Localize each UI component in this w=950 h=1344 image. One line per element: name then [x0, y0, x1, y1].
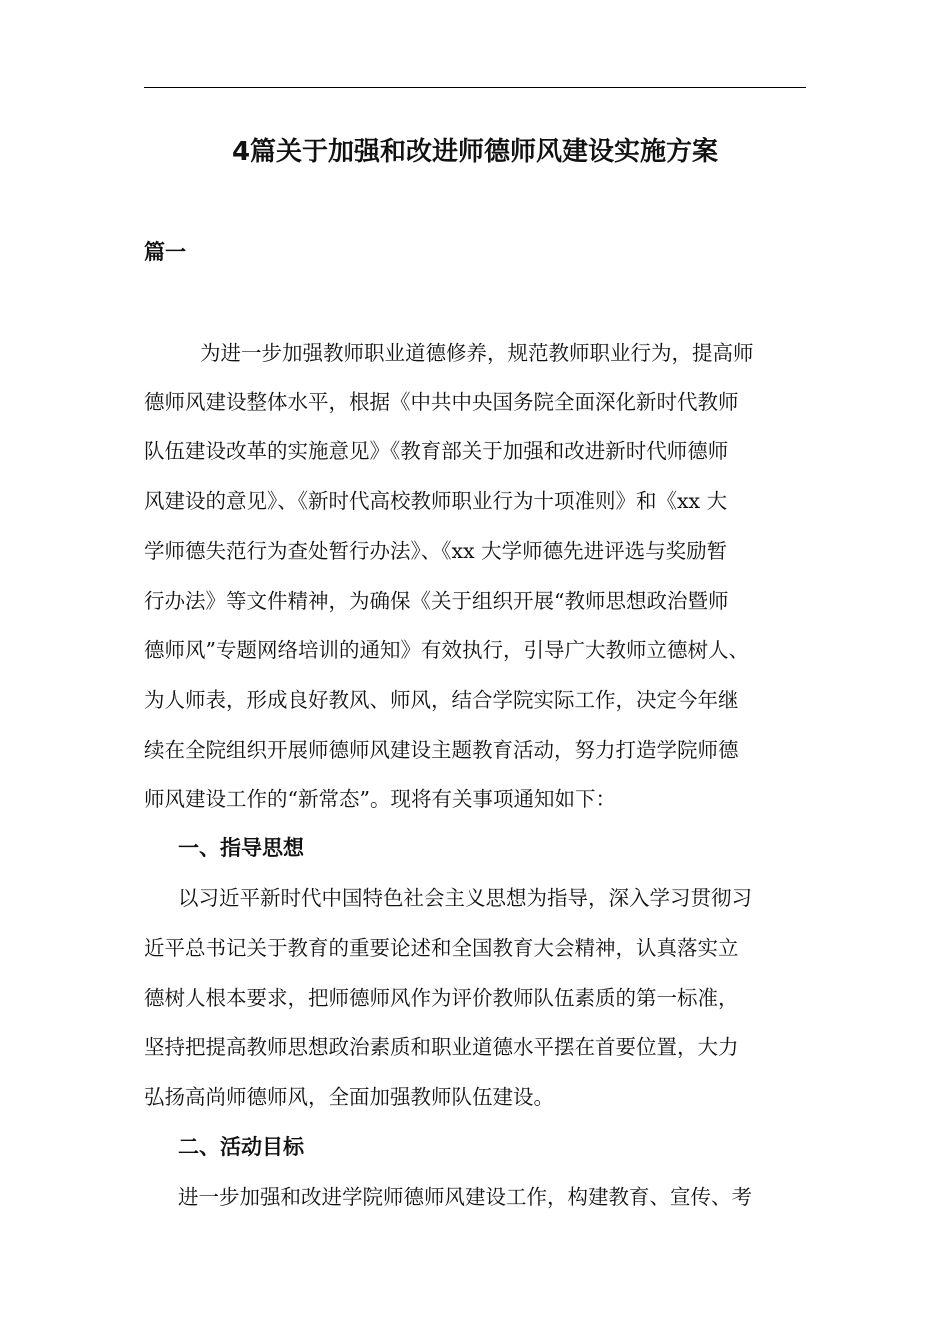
intro-line-5: 学师德失范行为查处暂行办法》、《xx 大学师德先进评选与奖励暂 — [144, 539, 728, 563]
intro-line-10: 师风建设工作的“新常态”。现将有关事项通知如下： — [144, 787, 616, 811]
intro-line-4: 风建设的意见》、《新时代高校教师职业行为十项准则》和《xx 大 — [144, 489, 728, 513]
heading-guiding-ideology: 一、指导思想 — [178, 836, 304, 860]
guiding-line-3: 德树人根本要求，把师德师风作为评价教师队伍素质的第一标准， — [144, 986, 739, 1010]
header-rule — [144, 87, 806, 88]
heading-activity-goals: 二、活动目标 — [178, 1135, 304, 1159]
guiding-line-4: 坚持把提高教师思想政治素质和职业道德水平摆在首要位置，大力 — [144, 1035, 739, 1059]
intro-line-1: 为进一步加强教师职业道德修养，规范教师职业行为，提高师 — [200, 341, 754, 365]
guiding-line-5: 弘扬高尚师德师风，全面加强教师队伍建设。 — [144, 1085, 554, 1109]
document-title: 4篇关于加强和改进师德师风建设实施方案 — [231, 137, 719, 167]
guiding-line-2: 近平总书记关于教育的重要论述和全国教育大会精神，认真落实立 — [144, 936, 739, 960]
goal-line-1: 进一步加强和改进学院师德师风建设工作，构建教育、宣传、考 — [178, 1185, 752, 1209]
intro-line-2: 德师风建设整体水平，根据《中共中央国务院全面深化新时代教师 — [144, 390, 739, 414]
intro-line-6: 行办法》等文件精神，为确保《关于组织开展“教师思想政治暨师 — [144, 589, 729, 613]
intro-line-9: 续在全院组织开展师德师风建设主题教育活动，努力打造学院师德 — [144, 738, 739, 762]
intro-line-3: 队伍建设改革的实施意见》《教育部关于加强和改进新时代师德师 — [144, 439, 729, 463]
section-title: 篇一 — [144, 240, 186, 264]
intro-line-7: 德师风”专题网络培训的通知》有效执行，引导广大教师立德树人、 — [144, 638, 749, 662]
guiding-line-1: 以习近平新时代中国特色社会主义思想为指导，深入学习贯彻习 — [178, 886, 752, 910]
intro-line-8: 为人师表，形成良好教风、师风，结合学院实际工作，决定今年继 — [144, 688, 739, 712]
